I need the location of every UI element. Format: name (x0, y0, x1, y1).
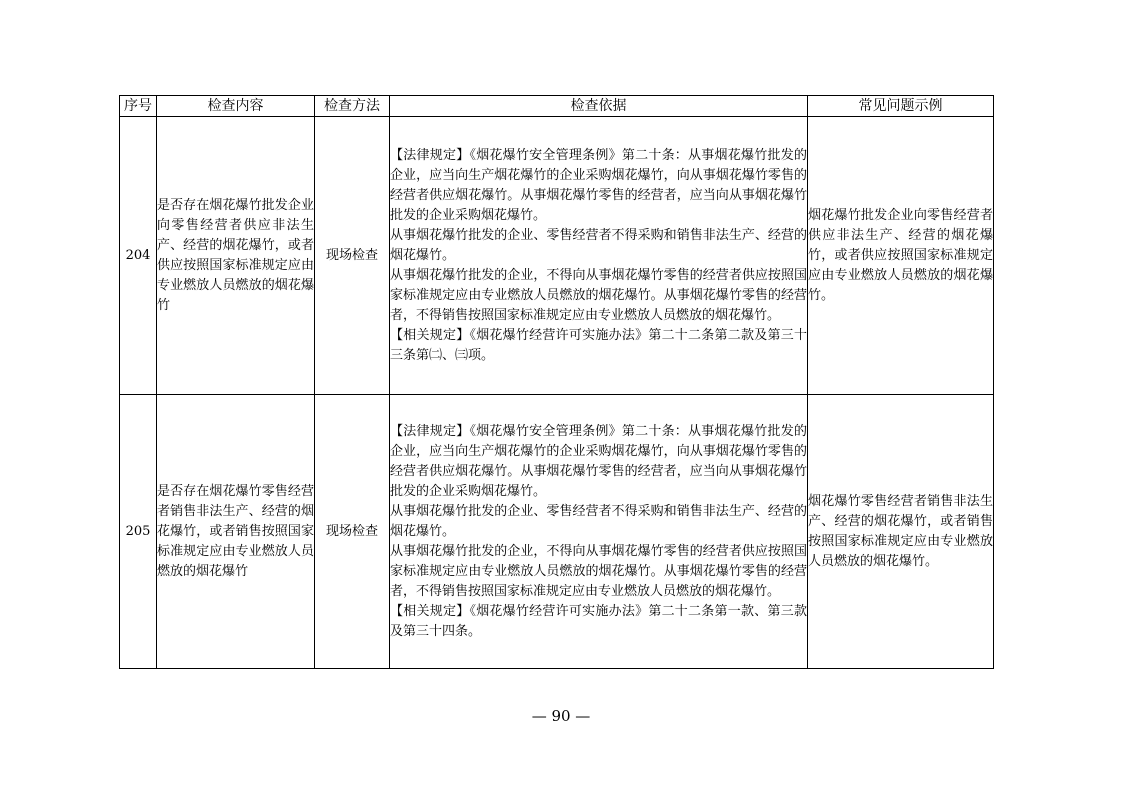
header-basis: 检查依据 (390, 96, 808, 117)
row-example: 烟花爆竹批发企业向零售经营者供应非法生产、经营的烟花爆竹，或者供应按照国家标准规定应由专业燃放人员燃放的烟花爆竹。 (808, 117, 994, 395)
basis-paragraph: 【相关规定】《烟花爆竹经营许可实施办法》第二十二条第一款、第三款及第三十四条。 (390, 603, 807, 639)
header-content: 检查内容 (157, 96, 315, 117)
row-seq: 204 (120, 117, 157, 395)
header-seq: 序号 (120, 96, 157, 117)
row-method: 现场检查 (315, 395, 390, 669)
basis-paragraph: 从事烟花爆竹批发的企业，不得向从事烟花爆竹零售的经营者供应按照国家标准规定应由专业燃放人员燃放的烟花爆竹。从事烟花爆竹零售的经营者，不得销售按照国家标准规定应由专业燃放人员燃放的烟花爆竹。 (390, 267, 807, 323)
row-seq: 205 (120, 395, 157, 669)
row-content: 是否存在烟花爆竹批发企业向零售经营者供应非法生产、经营的烟花爆竹，或者供应按照国家标准规定应由专业燃放人员燃放的烟花爆竹 (157, 117, 315, 395)
row-content: 是否存在烟花爆竹零售经营者销售非法生产、经营的烟花爆竹，或者销售按照国家标准规定应由专业燃放人员燃放的烟花爆竹 (157, 395, 315, 669)
row-basis (390, 395, 808, 669)
row-method: 现场检查 (315, 117, 390, 395)
header-example: 常见问题示例 (808, 96, 994, 117)
basis-paragraph: 从事烟花爆竹批发的企业，不得向从事烟花爆竹零售的经营者供应按照国家标准规定应由专业燃放人员燃放的烟花爆竹。从事烟花爆竹零售的经营者，不得销售按照国家标准规定应由专业燃放人员燃放的烟花爆竹。 (390, 543, 807, 599)
basis-paragraph: 从事烟花爆竹批发的企业、零售经营者不得采购和销售非法生产、经营的烟花爆竹。 (390, 227, 807, 263)
basis-paragraph: 【法律规定】《烟花爆竹安全管理条例》第二十条：从事烟花爆竹批发的企业，应当向生产烟花爆竹的企业采购烟花爆竹，向从事烟花爆竹零售的经营者供应烟花爆竹。从事烟花爆竹零售的经营者，应当向从事烟花爆竹批发的企业采购烟花爆竹。 (390, 423, 807, 499)
basis-paragraph: 从事烟花爆竹批发的企业、零售经营者不得采购和销售非法生产、经营的烟花爆竹。 (390, 503, 807, 539)
row-example: 烟花爆竹零售经营者销售非法生产、经营的烟花爆竹，或者销售按照国家标准规定应由专业燃放人员燃放的烟花爆竹。 (808, 395, 994, 669)
row-basis (390, 117, 808, 395)
table-row (120, 117, 994, 395)
table-row (120, 395, 994, 669)
basis-paragraph: 【法律规定】《烟花爆竹安全管理条例》第二十条：从事烟花爆竹批发的企业，应当向生产烟花爆竹的企业采购烟花爆竹，向从事烟花爆竹零售的经营者供应烟花爆竹。从事烟花爆竹零售的经营者，应当向从事烟花爆竹批发的企业采购烟花爆竹。 (390, 147, 807, 223)
page-number: — 90 — (531, 707, 591, 725)
basis-paragraph: 【相关规定】《烟花爆竹经营许可实施办法》第二十二条第二款及第三十三条第㈡、㈢项。 (390, 327, 807, 363)
header-method: 检查方法 (315, 96, 390, 117)
table-header-row (120, 96, 994, 117)
inspection-table (119, 95, 994, 669)
